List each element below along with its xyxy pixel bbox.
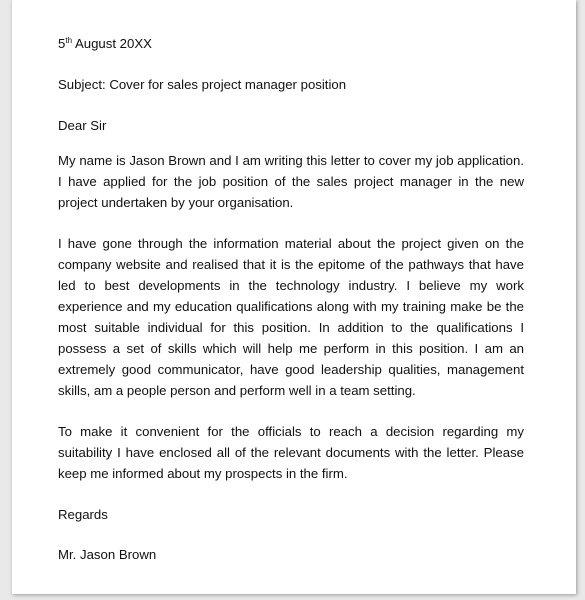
date-day: 5 — [58, 36, 66, 51]
date-day-suffix: th — [65, 36, 73, 45]
date-month-year: August 20XX — [72, 36, 152, 51]
letter-paragraph-3: To make it convenient for the officials to reach a decision regarding my suitability I have enclosed all of the relevant documents with the letter. Please keep me informed about my prospects in the firm. — [58, 424, 524, 481]
letter-paragraph-2: I have gone through the information material about the project given on the company website and realised that it is the epitome of the pathways that have led to best developments in the technology industry. I believe my work experience and my education qualifications along with my training make be the most suitable individual for this position. In addition to the qualifications I possess a set of skills which will help me perform in this position. I am an extremely good communicator, have good leadership qualities, management skills, am a people person and perform well in a team setting. — [58, 236, 524, 398]
letter-date — [58, 33, 524, 54]
cover-letter — [58, 33, 524, 565]
document-page — [12, 0, 576, 594]
letter-subject: Subject: Cover for sales project manager position — [58, 77, 347, 92]
letter-signature: Mr. Jason Brown — [58, 547, 157, 562]
letter-salutation: Dear Sir — [58, 118, 107, 133]
letter-closing: Regards — [58, 507, 108, 522]
letter-paragraph-1: My name is Jason Brown and I am writing this letter to cover my job application. I have applied for the job position of the sales project manager in the new project undertaken by your organisation. — [58, 153, 524, 210]
